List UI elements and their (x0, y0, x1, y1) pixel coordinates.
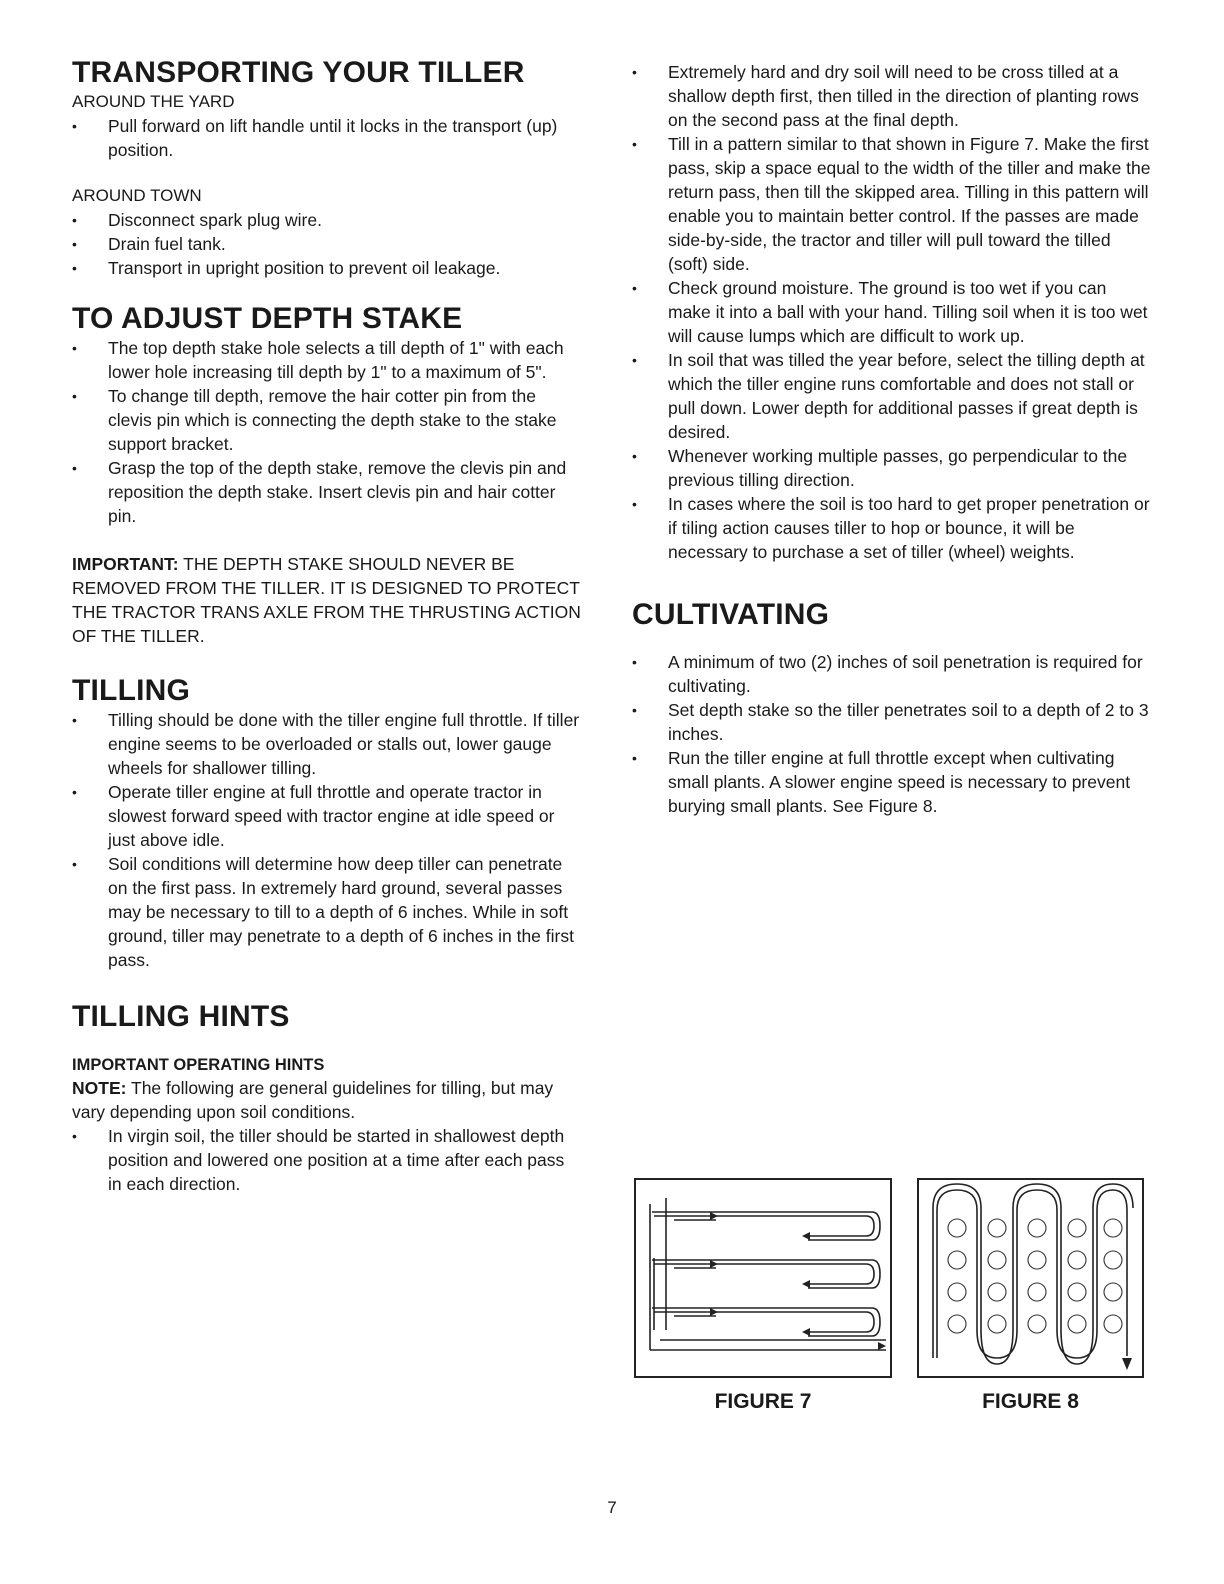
list-item: • Till in a pattern similar to that shown in Figure 7. Make the first pass, skip a space equal to the width of the tiller and make the return pass, then till the skipped area. Tilling in this pattern will enable you to maintain better control. If the passes are made side-by-side, the tractor and tiller will pull toward the tilled (soft) side. (632, 132, 1152, 276)
list-item: • Drain fuel tank. (72, 232, 582, 256)
note-text: The following are general guidelines for tilling, but may vary depending upon soil conditions. (72, 1078, 554, 1122)
left-column (72, 56, 582, 1196)
important-label: IMPORTANT: (72, 554, 179, 574)
figure-8 (917, 1178, 1144, 1378)
around-town-heading: AROUND TOWN (72, 186, 202, 205)
around-town-list (72, 208, 582, 280)
transport-title: TRANSPORTING YOUR TILLER (72, 56, 525, 89)
note-label: NOTE: (72, 1078, 127, 1098)
list-item: • Whenever working multiple passes, go perpendicular to the previous tilling direction. (632, 444, 1152, 492)
list-item: • To change till depth, remove the hair cotter pin from the clevis pin which is connecting the depth stake to the stake support bracket. (72, 384, 582, 456)
list-item: • Set depth stake so the tiller penetrates soil to a depth of 2 to 3 inches. (632, 698, 1152, 746)
list-item: • The top depth stake hole selects a till depth of 1" with each lower hole increasing till depth by 1" to a maximum of 5". (72, 336, 582, 384)
hints-note (72, 1076, 582, 1124)
list-item: • Operate tiller engine at full throttle and operate tractor in slowest forward speed with tractor engine at idle speed or just above idle. (72, 780, 582, 852)
list-item: • In virgin soil, the tiller should be started in shallowest depth position and lowered one position at a time after each pass in each direction. (72, 1124, 582, 1196)
figure-8-caption: FIGURE 8 (982, 1390, 1079, 1413)
around-yard-list (72, 114, 582, 162)
list-item: • Pull forward on lift handle until it locks in the transport (up) position. (72, 114, 582, 162)
list-item: • Transport in upright position to prevent oil leakage. (72, 256, 582, 280)
list-item: • Grasp the top of the depth stake, remove the clevis pin and reposition the depth stake. Insert clevis pin and hair cotter pin. (72, 456, 582, 528)
list-item: • Tilling should be done with the tiller engine full throttle. If tiller engine seems to be overloaded or stalls out, lower gauge wheels for shallower tilling. (72, 708, 582, 780)
list-item: • Extremely hard and dry soil will need to be cross tilled at a shallow depth first, then tilled in the direction of planting rows on the second pass at the final depth. (632, 60, 1152, 132)
around-yard-heading: AROUND THE YARD (72, 92, 235, 111)
depth-stake-list (72, 336, 582, 528)
list-item: • Soil conditions will determine how deep tiller can penetrate on the first pass. In extremely hard ground, several passes may be necessary to till to a depth of 6 inches. While in soft ground, tiller may penetrate to a depth of 6 inches in the first pass. (72, 852, 582, 972)
list-item: • In soil that was tilled the year before, select the tilling depth at which the tiller engine runs comfortable and does not stall or pull down. Lower depth for additional passes if great depth is desired. (632, 348, 1152, 444)
list-item: • A minimum of two (2) inches of soil penetration is required for cultivating. (632, 650, 1152, 698)
cultivating-title: CULTIVATING (632, 598, 830, 631)
tilling-pattern-diagram (636, 1180, 890, 1376)
cultivating-list (632, 650, 1152, 818)
list-item: • Run the tiller engine at full throttle except when cultivating small plants. A slower engine speed is necessary to prevent burying small plants. See Figure 8. (632, 746, 1152, 818)
figure-7-caption: FIGURE 7 (714, 1390, 812, 1413)
tilling-title: TILLING (72, 674, 191, 707)
list-item: • Disconnect spark plug wire. (72, 208, 582, 232)
tilling-hints-title: TILLING HINTS (72, 1000, 290, 1033)
list-item: • In cases where the soil is too hard to get proper penetration or if tiling action causes tiller to hop or bounce, it will be necessary to purchase a set of tiller (wheel) weights. (632, 492, 1152, 564)
cultivating-pattern-diagram (919, 1180, 1142, 1376)
hints-list-right (632, 60, 1152, 564)
tilling-list (72, 708, 582, 972)
right-column (632, 60, 1152, 818)
figures-area (634, 1178, 1144, 1428)
figure-7 (634, 1178, 892, 1378)
page-number: 7 (607, 1498, 617, 1517)
important-hints-subhead: IMPORTANT OPERATING HINTS (72, 1056, 325, 1074)
list-item: • Check ground moisture. The ground is too wet if you can make it into a ball with your hand. Tilling soil when it is too wet will cause lumps which are difficult to work up. (632, 276, 1152, 348)
important-text: THE DEPTH STAKE SHOULD NEVER BE REMOVED FROM THE TILLER. IT IS DESIGNED TO PROTECT THE TRACTOR TRANS AXLE FROM THE THRUSTING ACTION OF THE TILLER. (72, 554, 581, 646)
hints-list-left (72, 1124, 582, 1196)
depth-stake-title: TO ADJUST DEPTH STAKE (72, 302, 463, 335)
depth-important-note (72, 552, 582, 648)
